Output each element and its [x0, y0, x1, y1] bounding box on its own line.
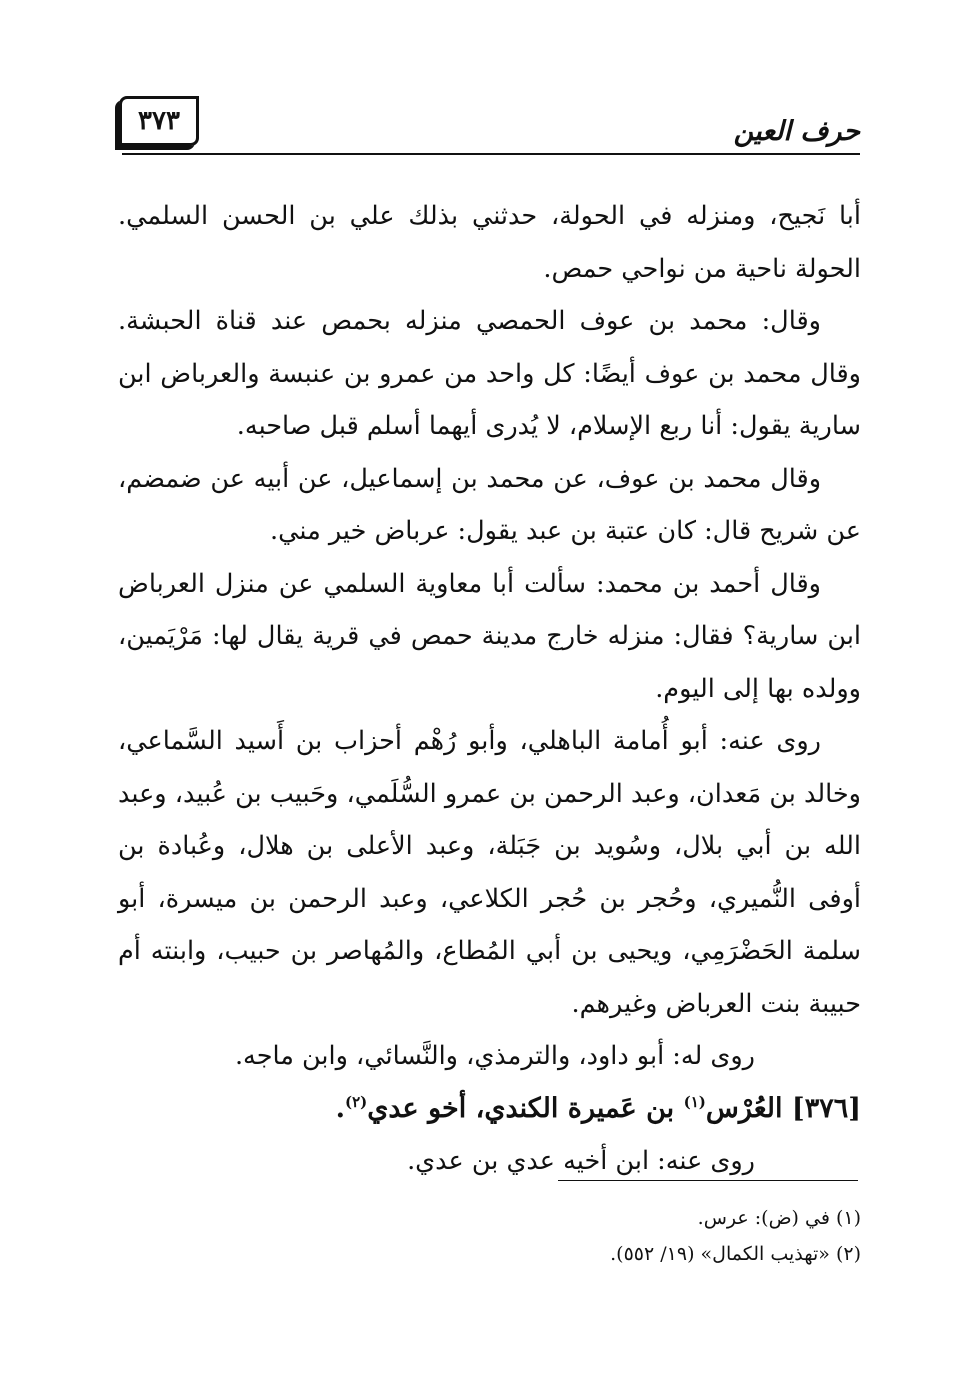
footnote-1: (١) في (ض): عرس. [697, 1207, 861, 1229]
entry-rest: بن عَميرة الكندي، أخو عدي [367, 1092, 675, 1124]
text-line: أبا نَجيح، ومنزله في الحولة، حدثني بذلك علي بن الحسن السلمي. الحولة ناحية من نواحي حمص. [118, 201, 861, 284]
text-line: وقال أحمد بن محمد: سألت أبا معاوية السلمي عن منزل العرباض ابن سارية؟ فقال: منزله خارج مدينة حمص في قرية يقال لها: مَرْيَمين، وولده بها إلى اليوم. [118, 568, 861, 704]
entry-number: [٣٧٦] [791, 1092, 861, 1124]
page-number: ٣٧٣ [138, 106, 180, 136]
running-title: حرف العين [733, 116, 860, 147]
entry-name: العُرْس [705, 1092, 783, 1124]
footnote-2: (٢) «تهذيب الكمال» (١٩/ ٥٥٢). [610, 1243, 861, 1265]
text-line: روى له: أبو داود، والترمذي، والنَّسائي، وابن ماجه. [234, 1041, 755, 1071]
entry-heading: [٣٧٦] العُرْس$^{(١)}$ بن عَميرة الكندي، أخو عدي$^{(٢)}$. [335, 1092, 861, 1124]
header-rule [122, 153, 860, 155]
text-line: روى عنه: أبو أُمامة الباهلي، وأبو رُهْم أحزاب بن أَسيد السَّماعي، وخالد بن مَعدان، وعبد الرحمن بن عمرو السُّلَمي، وحَبيب بن عُبيد، وعبد الله بن أبي بلال، وسُويد بن جَبَلة، وعبد الأعلى بن هلال، وعُبادة بن أوفى النُّميري، وحُجر بن حُجر الكلاعي، وعبد الرحمن بن ميسرة، أبو سلمة الحَضْرَمِي، ويحيى بن أبي المُطاع، والمُهاصر بن حبيب، وابنته أم حبيبة بنت العرباض وغيرهم. [118, 726, 862, 1019]
footnote-ref-2: (٢) [344, 1092, 368, 1111]
main-text [118, 190, 861, 1188]
text-line: وقال محمد بن عوف، عن محمد بن إسماعيل، عن أبيه عن ضمضم، عن شريح قال: كان عتبة بن عبد يقول: عرباض خير مني. [118, 463, 861, 546]
footnote-rule [558, 1180, 858, 1181]
footnote-ref-1: (١) [683, 1092, 706, 1111]
text-line: وقال: محمد بن عوف الحمصي منزله بحمص عند قناة الحبشة. وقال محمد بن عوف أيضًا: كل واحد من عمرو بن عنبسة والعرباض ابن سارية يقول: أنا ربع الإسلام، لا يُدرى أيهما أسلم قبل صاحبه. [118, 306, 861, 441]
footnotes [261, 1200, 861, 1272]
text-line: روى عنه: ابن أخيه عدي بن عدي. [407, 1146, 755, 1176]
page-number-box [119, 96, 199, 146]
